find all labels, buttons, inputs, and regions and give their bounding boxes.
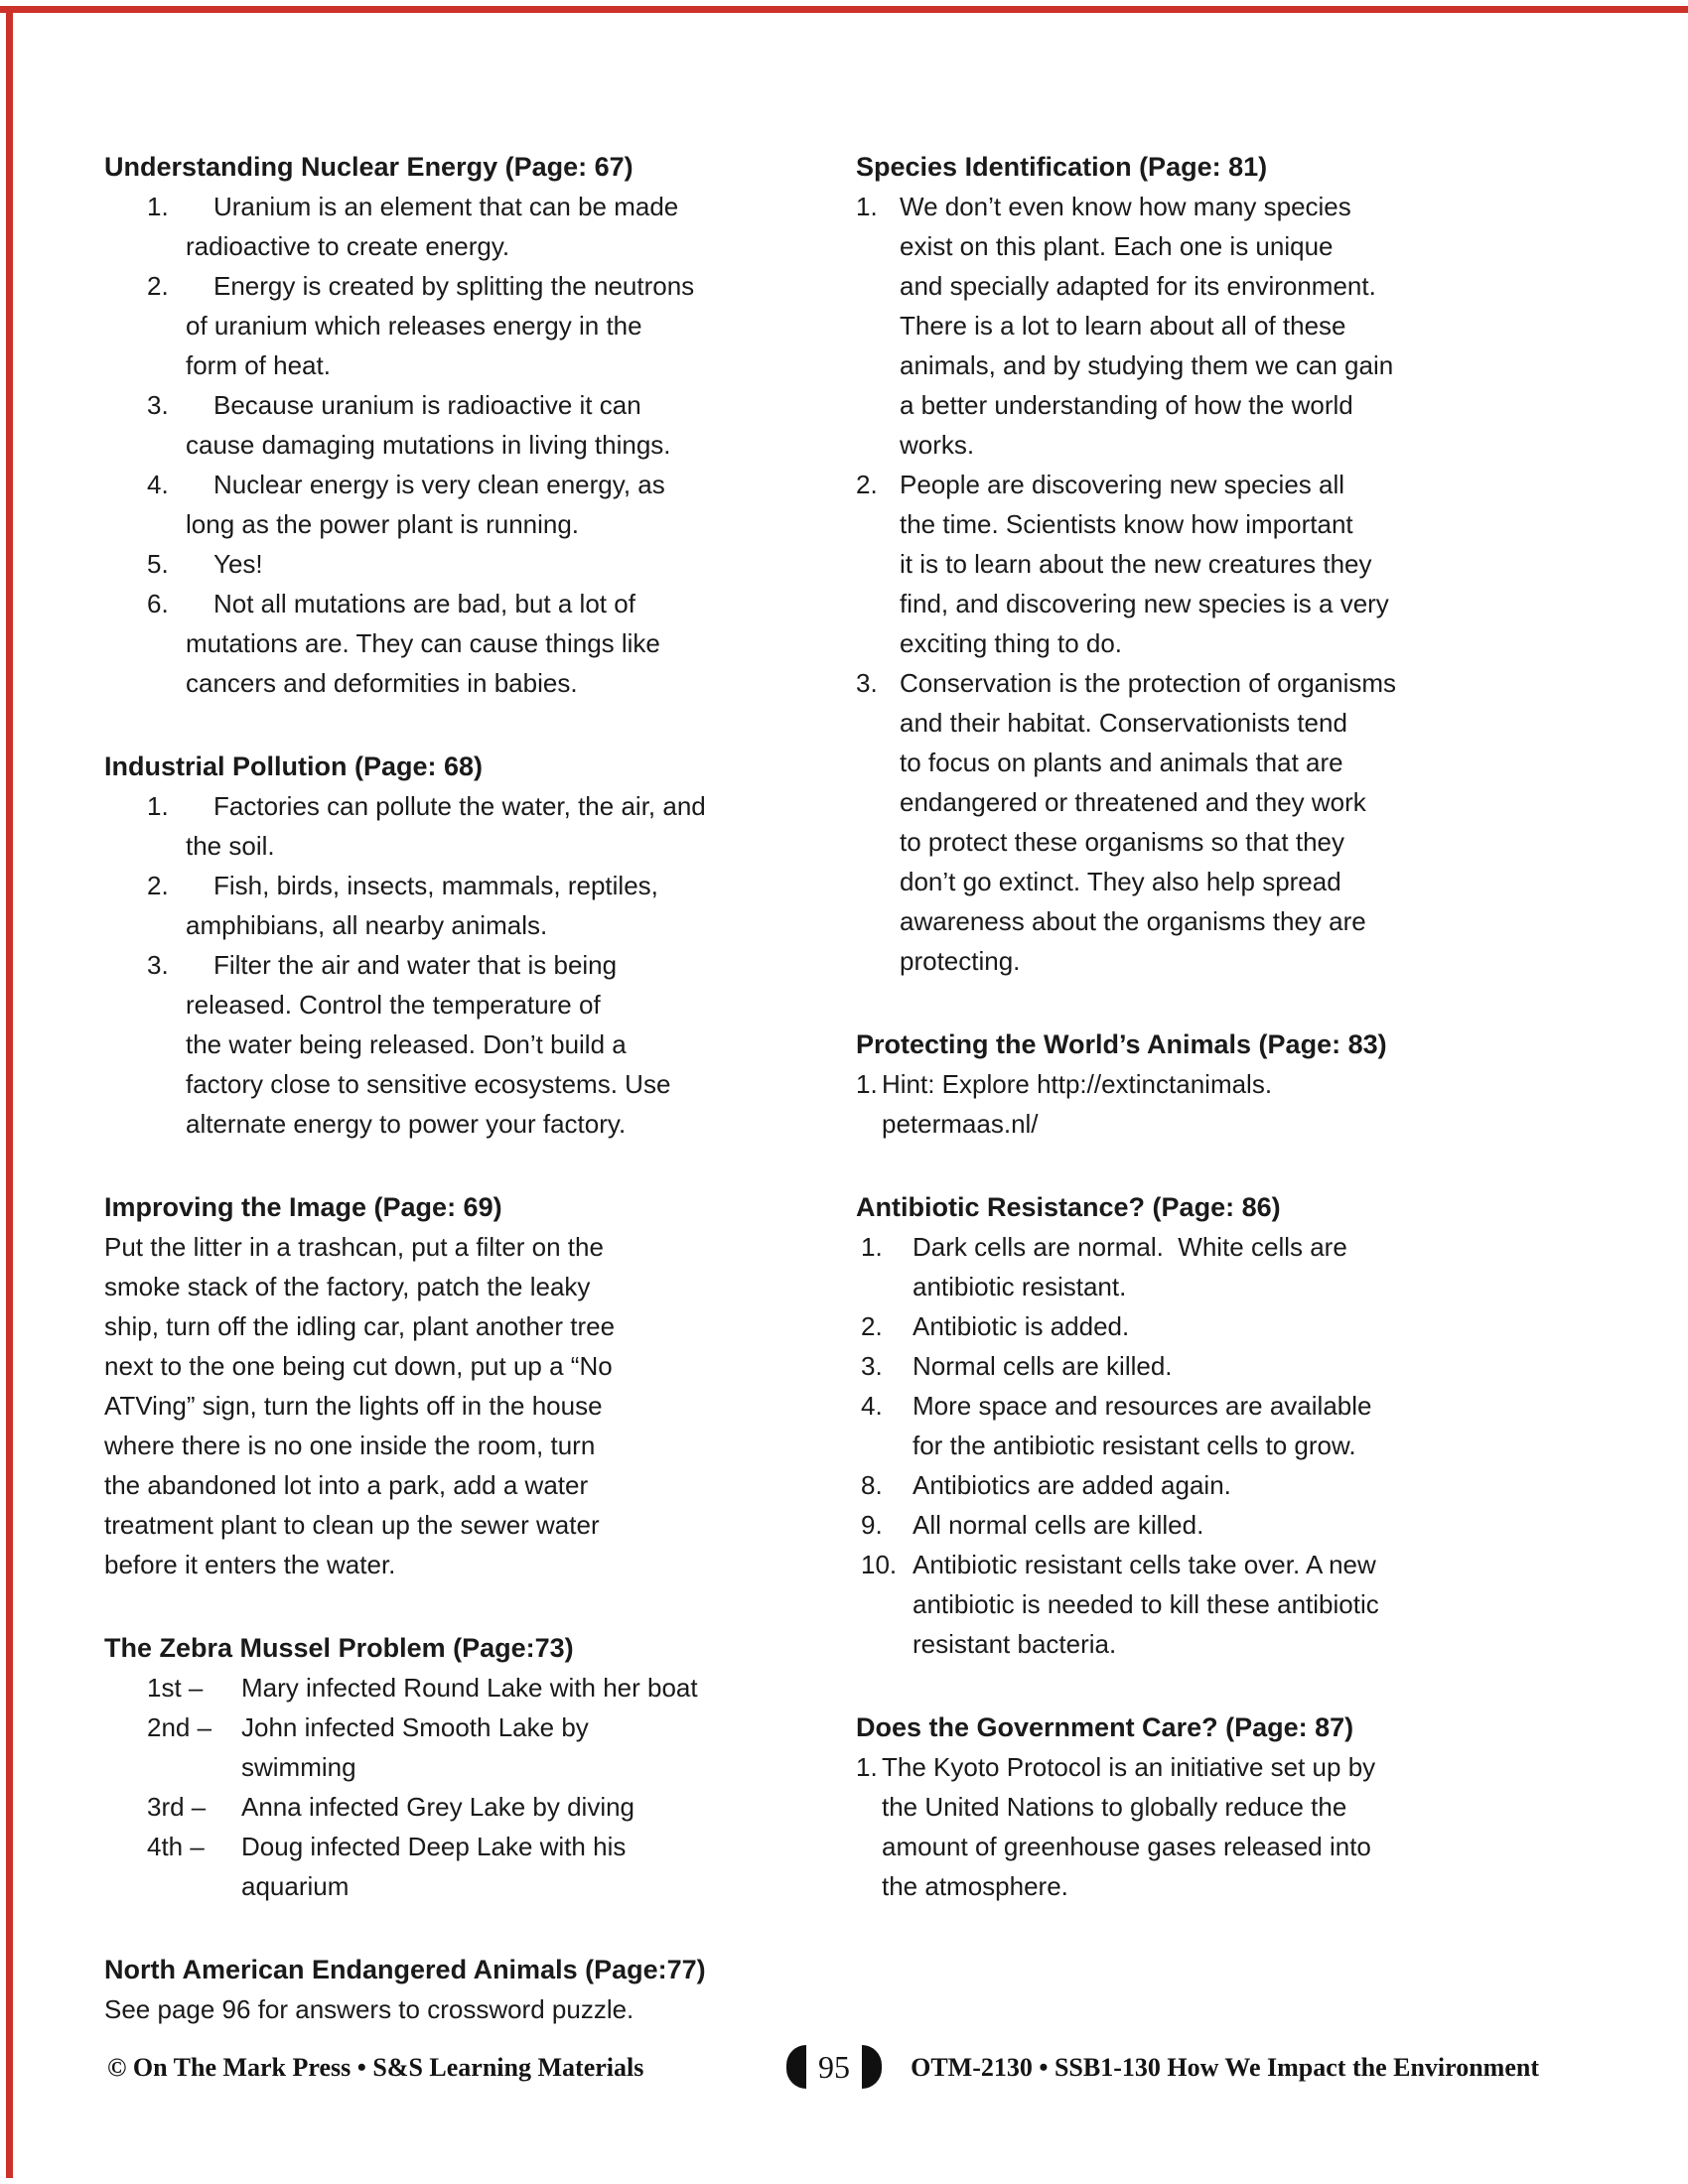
text-line: swimming bbox=[241, 1752, 356, 1782]
text-line: find, and discovering new species is a very bbox=[900, 589, 1389, 618]
answer-item bbox=[104, 385, 750, 465]
text-line: amphibians, all nearby animals. bbox=[186, 910, 548, 940]
text-line: animals, and by studying them we can gain bbox=[900, 350, 1394, 380]
answer-item bbox=[104, 465, 750, 544]
answer-item bbox=[856, 1306, 1531, 1346]
answer-item bbox=[856, 1545, 1531, 1664]
text-line: smoke stack of the factory, patch the leaky bbox=[104, 1272, 591, 1301]
text-line: Uranium is an element that can be made bbox=[213, 192, 679, 221]
left-column bbox=[104, 147, 750, 2029]
answer-item bbox=[104, 866, 750, 945]
page-marker-left-icon bbox=[786, 2045, 806, 2089]
text-line: the time. Scientists know how important bbox=[900, 509, 1353, 539]
text-line: Fish, birds, insects, mammals, reptiles, bbox=[213, 871, 658, 900]
answer-item bbox=[856, 663, 1531, 981]
text-line: John infected Smooth Lake by bbox=[241, 1712, 589, 1742]
answer-item bbox=[104, 266, 750, 385]
section-government-care bbox=[856, 1707, 1531, 1906]
text-line: antibiotic is needed to kill these antibiotic bbox=[913, 1589, 1379, 1619]
text-line: to protect these organisms so that they bbox=[900, 827, 1345, 857]
item-marker: 2. bbox=[147, 271, 169, 301]
copyright-text: © On The Mark Press • S&S Learning Materials bbox=[107, 2053, 644, 2082]
text-line: ship, turn off the idling car, plant another tree bbox=[104, 1311, 616, 1341]
text-line: Factories can pollute the water, the air, and bbox=[213, 791, 706, 821]
answer-item bbox=[104, 786, 750, 866]
text-line: Antibiotic is added. bbox=[913, 1311, 1130, 1341]
section-heading: North American Endangered Animals (Page:77) bbox=[104, 1955, 706, 1984]
item-marker: 4. bbox=[861, 1391, 883, 1421]
section-protecting-animals bbox=[856, 1024, 1531, 1144]
section-heading: Industrial Pollution (Page: 68) bbox=[104, 751, 484, 781]
text-line: People are discovering new species all bbox=[900, 470, 1345, 499]
text-line: form of heat. bbox=[186, 350, 331, 380]
text-line: the United Nations to globally reduce the bbox=[882, 1792, 1347, 1822]
text-line: works. bbox=[900, 430, 975, 460]
answer-item bbox=[104, 187, 750, 266]
section-heading: Species Identification (Page: 81) bbox=[856, 152, 1268, 182]
answer-item bbox=[856, 1064, 1531, 1144]
item-marker: 3. bbox=[147, 950, 169, 980]
page-footer bbox=[0, 2043, 1688, 2103]
section-endangered-animals bbox=[104, 1950, 750, 2029]
item-marker: 1. bbox=[147, 192, 169, 221]
item-marker: 1. bbox=[861, 1232, 883, 1262]
text-line: Yes! bbox=[213, 549, 263, 579]
text-line: Filter the air and water that is being bbox=[213, 950, 618, 980]
answer-item bbox=[104, 1668, 750, 1707]
text-line: Doug infected Deep Lake with his bbox=[241, 1832, 627, 1861]
section-heading: Improving the Image (Page: 69) bbox=[104, 1192, 502, 1222]
text-line: don’t go extinct. They also help spread bbox=[900, 867, 1341, 896]
answer-item bbox=[104, 584, 750, 703]
text-line: Dark cells are normal. White cells are bbox=[913, 1232, 1347, 1262]
item-marker: 5. bbox=[147, 549, 169, 579]
item-marker: 4th – bbox=[147, 1832, 205, 1861]
text-line: a better understanding of how the world bbox=[900, 390, 1353, 420]
text-line: mutations are. They can cause things like bbox=[186, 628, 660, 658]
section-heading: Antibiotic Resistance? (Page: 86) bbox=[856, 1192, 1281, 1222]
section-heading: Protecting the World’s Animals (Page: 83) bbox=[856, 1029, 1387, 1059]
text-line: and their habitat. Conservationists tend bbox=[900, 708, 1347, 738]
text-line: Conservation is the protection of organisms bbox=[900, 668, 1397, 698]
section-improving-image bbox=[104, 1187, 750, 1584]
text-line: Put the litter in a trashcan, put a filter on the bbox=[104, 1232, 604, 1262]
text-line: it is to learn about the new creatures they bbox=[900, 549, 1372, 579]
text-line: cause damaging mutations in living things. bbox=[186, 430, 671, 460]
page-border-left bbox=[6, 6, 13, 2178]
text-line: factory close to sensitive ecosystems. Use bbox=[186, 1069, 671, 1099]
page-number: 95 bbox=[818, 2049, 850, 2085]
item-marker: 3. bbox=[861, 1351, 883, 1381]
text-line: the atmosphere. bbox=[882, 1871, 1068, 1901]
text-line: Antibiotic resistant cells take over. A new bbox=[913, 1550, 1376, 1579]
item-marker: 1. bbox=[856, 192, 878, 221]
text-line: Because uranium is radioactive it can bbox=[213, 390, 641, 420]
text-line: Anna infected Grey Lake by diving bbox=[241, 1792, 635, 1822]
text-line: the water being released. Don’t build a bbox=[186, 1029, 627, 1059]
section-heading: Understanding Nuclear Energy (Page: 67) bbox=[104, 152, 633, 182]
answer-item bbox=[856, 1747, 1531, 1906]
text-line: Mary infected Round Lake with her boat bbox=[241, 1673, 698, 1703]
text-line: alternate energy to power your factory. bbox=[186, 1109, 627, 1139]
answer-item bbox=[856, 1386, 1531, 1465]
item-marker: 3rd – bbox=[147, 1792, 207, 1822]
page-border-top bbox=[0, 6, 1688, 13]
text-line: to focus on plants and animals that are bbox=[900, 748, 1343, 777]
answer-item bbox=[856, 187, 1531, 465]
item-marker: 2. bbox=[856, 470, 878, 499]
text-line: All normal cells are killed. bbox=[913, 1510, 1204, 1540]
item-marker: 3. bbox=[856, 668, 878, 698]
answer-item bbox=[856, 1227, 1531, 1306]
item-marker: 2nd – bbox=[147, 1712, 212, 1742]
text-line: before it enters the water. bbox=[104, 1550, 396, 1579]
text-line: endangered or threatened and they work bbox=[900, 787, 1366, 817]
section-species-identification bbox=[856, 147, 1531, 981]
item-marker: 9. bbox=[861, 1510, 883, 1540]
text-line: radioactive to create energy. bbox=[186, 231, 510, 261]
item-marker: 10. bbox=[861, 1550, 898, 1579]
answer-item bbox=[856, 465, 1531, 663]
answer-item bbox=[856, 1505, 1531, 1545]
section-antibiotic-resistance bbox=[856, 1187, 1531, 1664]
text-line: Normal cells are killed. bbox=[913, 1351, 1173, 1381]
item-marker: 1. bbox=[147, 791, 169, 821]
text-line: The Kyoto Protocol is an initiative set up by bbox=[882, 1752, 1376, 1782]
item-marker: 2. bbox=[147, 871, 169, 900]
answer-item bbox=[104, 1827, 750, 1906]
section-industrial-pollution bbox=[104, 747, 750, 1144]
item-marker: 3. bbox=[147, 390, 169, 420]
text-line: Antibiotics are added again. bbox=[913, 1470, 1231, 1500]
answer-item bbox=[104, 1707, 750, 1787]
text-line: for the antibiotic resistant cells to grow. bbox=[913, 1431, 1356, 1460]
item-marker: 1st – bbox=[147, 1673, 204, 1703]
answer-item bbox=[104, 1989, 750, 2029]
text-line: protecting. bbox=[900, 946, 1021, 976]
page-marker-right-icon bbox=[862, 2045, 882, 2089]
text-line: aquarium bbox=[241, 1871, 350, 1901]
text-line: the abandoned lot into a park, add a water bbox=[104, 1470, 589, 1500]
text-line: Not all mutations are bad, but a lot of bbox=[213, 589, 635, 618]
text-line: cancers and deformities in babies. bbox=[186, 668, 578, 698]
text-line: the soil. bbox=[186, 831, 275, 861]
text-line: See page 96 for answers to crossword puzzle. bbox=[104, 1994, 634, 2024]
text-line: Hint: Explore http://extinctanimals. bbox=[882, 1069, 1273, 1099]
text-line: treatment plant to clean up the sewer water bbox=[104, 1510, 600, 1540]
answer-item bbox=[104, 945, 750, 1144]
answer-item bbox=[856, 1465, 1531, 1505]
text-line: More space and resources are available bbox=[913, 1391, 1372, 1421]
answer-item bbox=[104, 1227, 750, 1584]
page-number-marker bbox=[786, 2045, 882, 2089]
text-line: We don’t even know how many species bbox=[900, 192, 1351, 221]
text-line: ATVing” sign, turn the lights off in the house bbox=[104, 1391, 603, 1421]
text-line: of uranium which releases energy in the bbox=[186, 311, 642, 341]
answer-item bbox=[104, 1787, 750, 1827]
text-line: Nuclear energy is very clean energy, as bbox=[213, 470, 665, 499]
section-nuclear-energy bbox=[104, 147, 750, 703]
text-line: and specially adapted for its environment. bbox=[900, 271, 1376, 301]
answer-item bbox=[104, 544, 750, 584]
text-line: exist on this plant. Each one is unique bbox=[900, 231, 1334, 261]
text-line: exciting thing to do. bbox=[900, 628, 1123, 658]
text-line: There is a lot to learn about all of these bbox=[900, 311, 1346, 341]
item-marker: 8. bbox=[861, 1470, 883, 1500]
text-line: petermaas.nl/ bbox=[882, 1109, 1039, 1139]
text-line: where there is no one inside the room, turn bbox=[104, 1431, 596, 1460]
item-marker: 1. bbox=[856, 1069, 878, 1099]
text-line: antibiotic resistant. bbox=[913, 1272, 1127, 1301]
text-line: Energy is created by splitting the neutrons bbox=[213, 271, 695, 301]
item-marker: 6. bbox=[147, 589, 169, 618]
section-heading: Does the Government Care? (Page: 87) bbox=[856, 1712, 1354, 1742]
text-line: next to the one being cut down, put up a “No bbox=[104, 1351, 613, 1381]
item-marker: 1. bbox=[856, 1752, 878, 1782]
section-heading: The Zebra Mussel Problem (Page:73) bbox=[104, 1633, 574, 1663]
text-line: amount of greenhouse gases released into bbox=[882, 1832, 1371, 1861]
text-line: awareness about the organisms they are bbox=[900, 906, 1366, 936]
section-zebra-mussel bbox=[104, 1628, 750, 1906]
text-line: resistant bacteria. bbox=[913, 1629, 1117, 1659]
item-marker: 2. bbox=[861, 1311, 883, 1341]
text-line: long as the power plant is running. bbox=[186, 509, 580, 539]
text-line: released. Control the temperature of bbox=[186, 990, 601, 1020]
answer-item bbox=[856, 1346, 1531, 1386]
product-code-text: OTM-2130 • SSB1-130 How We Impact the Environment bbox=[911, 2053, 1539, 2082]
right-column bbox=[856, 147, 1531, 1906]
item-marker: 4. bbox=[147, 470, 169, 499]
